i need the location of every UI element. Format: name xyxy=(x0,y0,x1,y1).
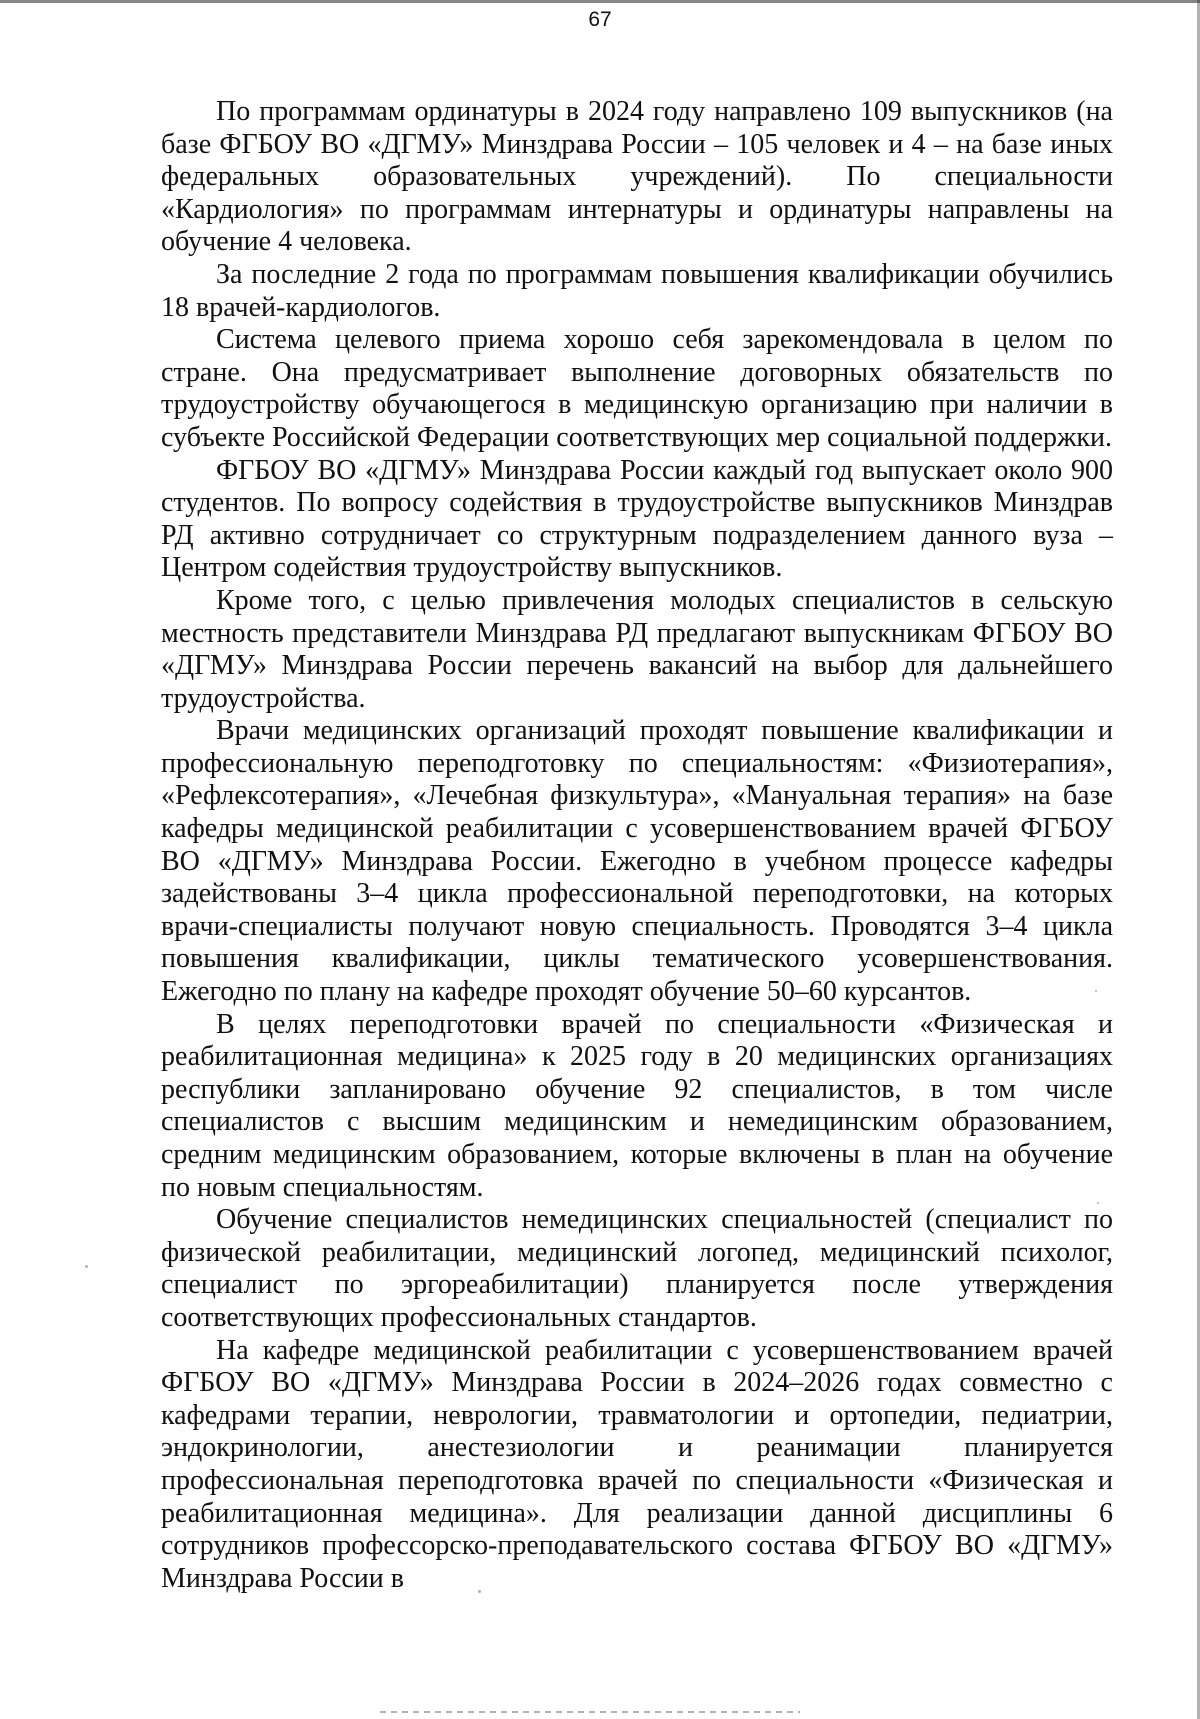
paragraph: По программам ординатуры в 2024 году направлено 109 выпускников (на базе ФГБОУ ВО «ДГМУ» Минздрава России – 105 человек и 4 – на базе иных федеральных образовательных учреждений). По специальности «Кардиология» по программам интернатуры и ординатуры направлены на обучение 4 человека. xyxy=(161,96,1113,258)
body-text xyxy=(161,96,1113,1595)
paragraph: За последние 2 года по программам повышения квалификации обучились 18 врачей-кардиологов. xyxy=(161,258,1113,323)
scan-speck xyxy=(85,1265,88,1268)
paragraph: Обучение специалистов немедицинских специальностей (специалист по физической реабилитации, медицинский логопед, медицинский психолог, специалист по эргореабилитации) планируется после утверждения соответствующих профессиональных стандартов. xyxy=(161,1204,1113,1333)
paragraph: Система целевого приема хорошо себя зарекомендовала в целом по стране. Она предусматривает выполнение договорных обязательств по трудоустройству обучающегося в медицинскую организацию при наличии в субъекте Российской Федерации соответствующих мер социальной поддержки. xyxy=(161,324,1113,453)
page-number: 67 xyxy=(588,8,612,31)
paragraph: На кафедре медицинской реабилитации с усовершенствованием врачей ФГБОУ ВО «ДГМУ» Минздрава России в 2024–2026 годах совместно с кафедрами терапии, неврологии, травматологии и ортопедии, педиатрии, эндокринологии, анестезиологии и реанимации планируется профессиональная переподготовка врачей по специальности «Физическая и реабилитационная медицина». Для реализации данной дисциплины 6 сотрудников профессорско-преподавательского состава ФГБОУ ВО «ДГМУ» Минздрава России в xyxy=(161,1334,1113,1594)
paragraph: Врачи медицинских организаций проходят повышение квалификации и профессиональную переподготовку по специальностям: «Физиотерапия», «Рефлексотерапия», «Лечебная физкультура», «Мануальная терапия» на базе кафедры медицинской реабилитации с усовершенствованием врачей ФГБОУ ВО «ДГМУ» Минздрава России. Ежегодно в учебном процессе кафедры задействованы 3–4 цикла профессиональной переподготовки, на которых врачи-специалисты получают новую специальность. Проводятся 3–4 цикла повышения квалификации, циклы тематического усовершенствования. Ежегодно по плану на кафедре проходят обучение 50–60 курсантов. xyxy=(161,715,1113,1008)
paragraph: В целях переподготовки врачей по специальности «Физическая и реабилитационная медицина» к 2025 году в 20 медицинских организациях республики запланировано обучение 92 специалистов, в том числе специалистов с высшим медицинским и немедицинским образованием, средним медицинским образованием, которые включены в план на обучение по новым специальностям. xyxy=(161,1008,1113,1203)
scan-edge-top xyxy=(0,0,1200,3)
scan-edge-bottom xyxy=(380,1711,800,1713)
paragraph: Кроме того, с целью привлечения молодых специалистов в сельскую местность представители Минздрава РД предлагают выпускникам ФГБОУ ВО «ДГМУ» Минздрава России перечень вакансий на выбор для дальнейшего трудоустройства. xyxy=(161,584,1113,714)
paragraph: ФГБОУ ВО «ДГМУ» Минздрава России каждый год выпускает около 900 студентов. По вопросу содействия в трудоустройстве выпускников Минздрав РД активно сотрудничает со структурным подразделением данного вуза – Центром содействия трудоустройству выпускников. xyxy=(161,454,1113,584)
